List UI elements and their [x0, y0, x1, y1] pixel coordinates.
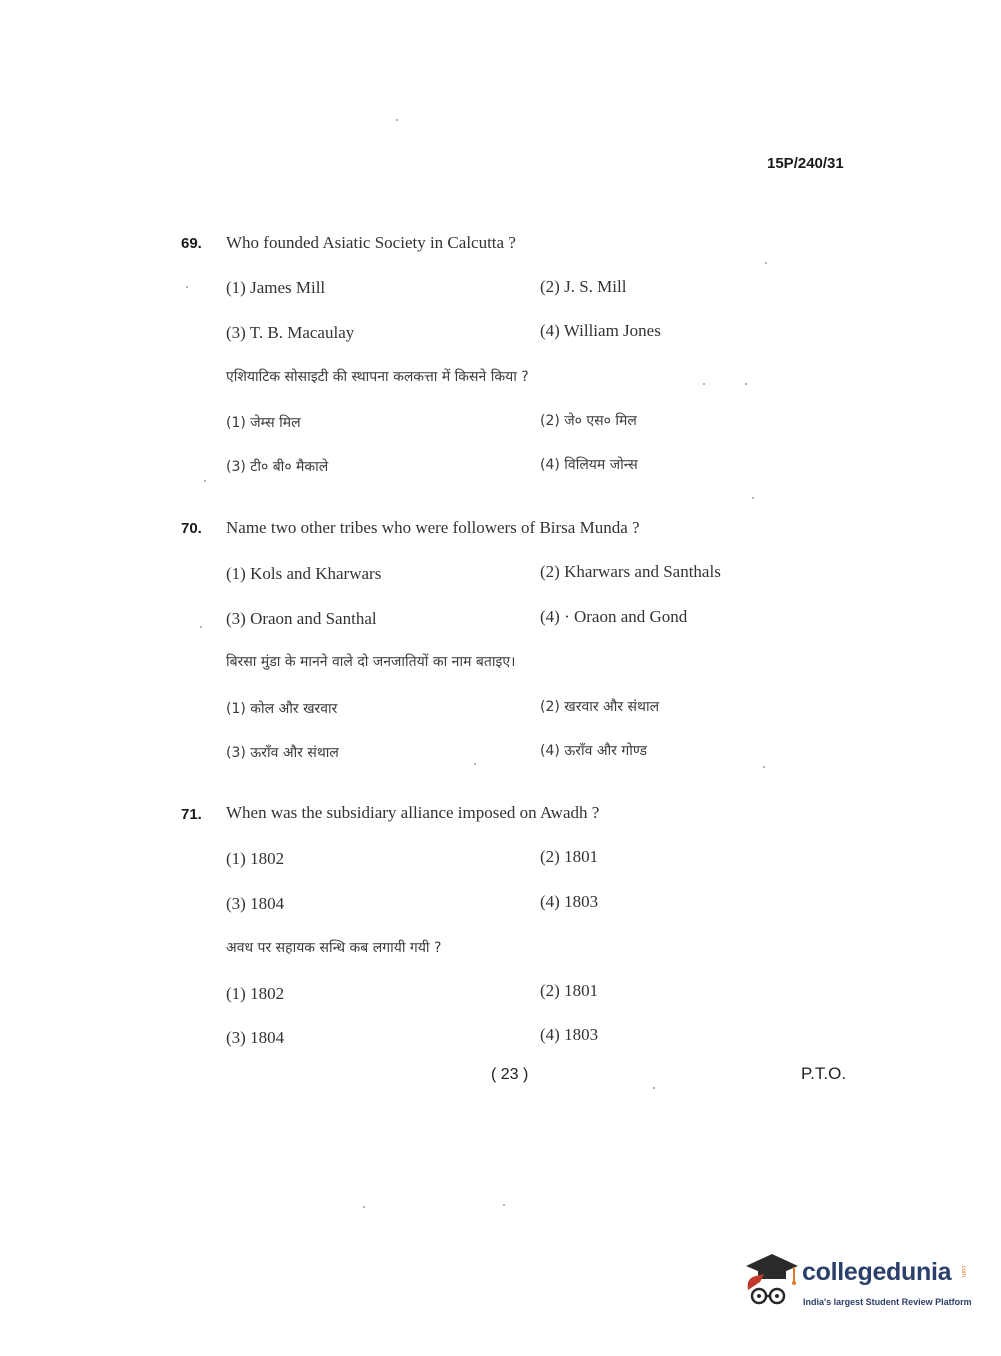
brand-tagline: India's largest Student Review Platform	[803, 1297, 972, 1307]
scan-speck	[703, 383, 705, 385]
question-number: 71.	[181, 806, 202, 823]
option-2: (2) Kharwars and Santhals	[540, 562, 721, 581]
question-text: Name two other tribes who were followers of Birsa Munda ?	[226, 518, 640, 537]
question-text-hindi: अवध पर सहायक सन्धि कब लगायी गयी ?	[226, 940, 442, 956]
question-text-hindi: बिरसा मुंडा के मानने वाले दो जनजातियों का नाम बताइए।	[226, 654, 516, 670]
question-text: When was the subsidiary alliance imposed on Awadh ?	[226, 803, 600, 822]
option-1-hindi: (1) कोल और खरवार	[226, 701, 338, 717]
option-2: (2) 1801	[540, 847, 599, 866]
option-3: (3) Oraon and Santhal	[226, 609, 377, 628]
scan-speck	[396, 119, 398, 121]
option-3-hindi: (3) 1804	[226, 1028, 285, 1047]
scan-speck	[763, 766, 765, 768]
page-number: ( 23 )	[491, 1066, 529, 1083]
question-text-hindi: एशियाटिक सोसाइटी की स्थापना कलकत्ता में किसने किया ?	[226, 369, 529, 385]
option-4: (4) William Jones	[540, 321, 661, 340]
scan-speck	[363, 1206, 365, 1208]
option-2-hindi: (2) जे० एस० मिल	[540, 413, 637, 429]
option-4-hindi: (4) 1803	[540, 1025, 599, 1044]
option-4-hindi: (4) ऊराँव और गोण्ड	[540, 743, 648, 759]
collegedunia-logo	[742, 1250, 972, 1314]
scan-speck	[474, 763, 476, 765]
option-1-hindi: (1) जेम्स मिल	[226, 415, 301, 431]
question-text: Who founded Asiatic Society in Calcutta ?	[226, 233, 516, 252]
pto-label: P.T.O.	[801, 1064, 847, 1083]
scan-speck	[204, 480, 206, 482]
scan-speck	[186, 286, 188, 288]
brand-suffix: .com	[960, 1264, 966, 1278]
option-1-hindi: (1) 1802	[226, 984, 285, 1003]
option-2-hindi: (2) 1801	[540, 981, 599, 1000]
option-3-hindi: (3) टी० बी० मैकाले	[226, 459, 329, 475]
option-1: (1) Kols and Kharwars	[226, 564, 382, 583]
scan-speck	[200, 626, 202, 628]
option-2-hindi: (2) खरवार और संथाल	[540, 699, 660, 715]
option-3: (3) 1804	[226, 894, 285, 913]
scan-speck	[745, 383, 747, 385]
scan-speck	[765, 262, 767, 264]
option-2: (2) J. S. Mill	[540, 277, 627, 296]
option-3: (3) T. B. Macaulay	[226, 323, 355, 342]
brand-name: collegedunia	[802, 1258, 952, 1286]
scan-speck	[503, 1204, 505, 1206]
option-1: (1) James Mill	[226, 278, 326, 297]
option-4: (4) 1803	[540, 892, 599, 911]
paper-code: 15P/240/31	[767, 155, 844, 172]
scan-speck	[653, 1087, 655, 1089]
option-1: (1) 1802	[226, 849, 285, 868]
mascot-icon	[742, 1250, 800, 1314]
option-4-hindi: (4) विलियम जोन्स	[540, 457, 638, 473]
scan-speck	[752, 497, 754, 499]
option-3-hindi: (3) ऊराँव और संथाल	[226, 745, 339, 761]
option-4: (4) · Oraon and Gond	[540, 607, 688, 626]
question-number: 70.	[181, 520, 202, 537]
question-number: 69.	[181, 235, 202, 252]
